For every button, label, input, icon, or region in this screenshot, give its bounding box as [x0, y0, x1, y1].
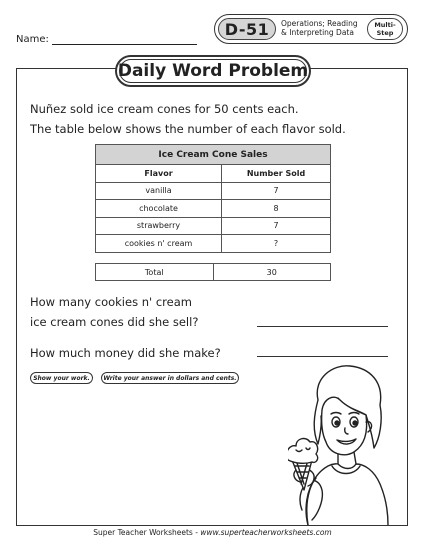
sales-table [95, 144, 331, 253]
flavor-cell: strawberry [96, 217, 222, 235]
question-1 [30, 292, 250, 332]
count-cell: 8 [222, 200, 331, 218]
flavor-cell: chocolate [96, 200, 222, 218]
answer-line-2[interactable] [257, 356, 388, 357]
question-1-line-2: ice cream cones did she sell? [30, 315, 199, 329]
show-work-note: Show your work. [30, 372, 93, 384]
footer-separator: - [192, 528, 201, 537]
name-label: Name: [16, 34, 49, 45]
worksheet-header [214, 14, 408, 44]
topic-line-2: & Interpreting Data [281, 28, 354, 37]
footer-url[interactable]: www.superteacherworksheets.com [200, 528, 332, 537]
table-caption: Ice Cream Cone Sales [96, 145, 331, 165]
answer-line-1[interactable] [257, 326, 388, 327]
problem-intro [30, 99, 400, 139]
total-label: Total [96, 264, 214, 281]
total-value: 30 [213, 264, 331, 281]
footer [0, 528, 425, 537]
count-cell: 7 [222, 217, 331, 235]
name-line[interactable] [52, 35, 197, 45]
table-row [96, 200, 331, 218]
intro-line-2: The table below shows the number of each flavor sold. [30, 122, 346, 136]
question-1-line-1: How many cookies n' cream [30, 295, 192, 309]
column-header-number-sold: Number Sold [222, 165, 331, 183]
table-row [96, 182, 331, 200]
topic-line-1: Operations; Reading [281, 19, 358, 28]
intro-line-1: Nuñez sold ice cream cones for 50 cents each. [30, 102, 299, 116]
girl-ice-cream-icon [288, 360, 398, 525]
total-table [95, 263, 331, 281]
level-line-1: Multi- [374, 21, 396, 29]
level-line-2: Step [376, 29, 394, 37]
name-row [16, 34, 197, 45]
topic-text [281, 19, 371, 37]
write-answer-note: Write your answer in dollars and cents. [101, 372, 239, 384]
count-cell: 7 [222, 182, 331, 200]
count-cell: ? [222, 235, 331, 253]
table-row [96, 235, 331, 253]
level-badge [367, 18, 403, 40]
total-row [96, 264, 331, 281]
column-header-flavor: Flavor [96, 165, 222, 183]
worksheet-code: D-51 [218, 18, 276, 40]
footer-site-name: Super Teacher Worksheets [93, 528, 193, 537]
flavor-cell: vanilla [96, 182, 222, 200]
question-2: How much money did she make? [30, 346, 221, 360]
flavor-cell: cookies n' cream [96, 235, 222, 253]
table-row [96, 217, 331, 235]
title-badge [115, 55, 311, 87]
page-title: Daily Word Problem [117, 61, 309, 81]
